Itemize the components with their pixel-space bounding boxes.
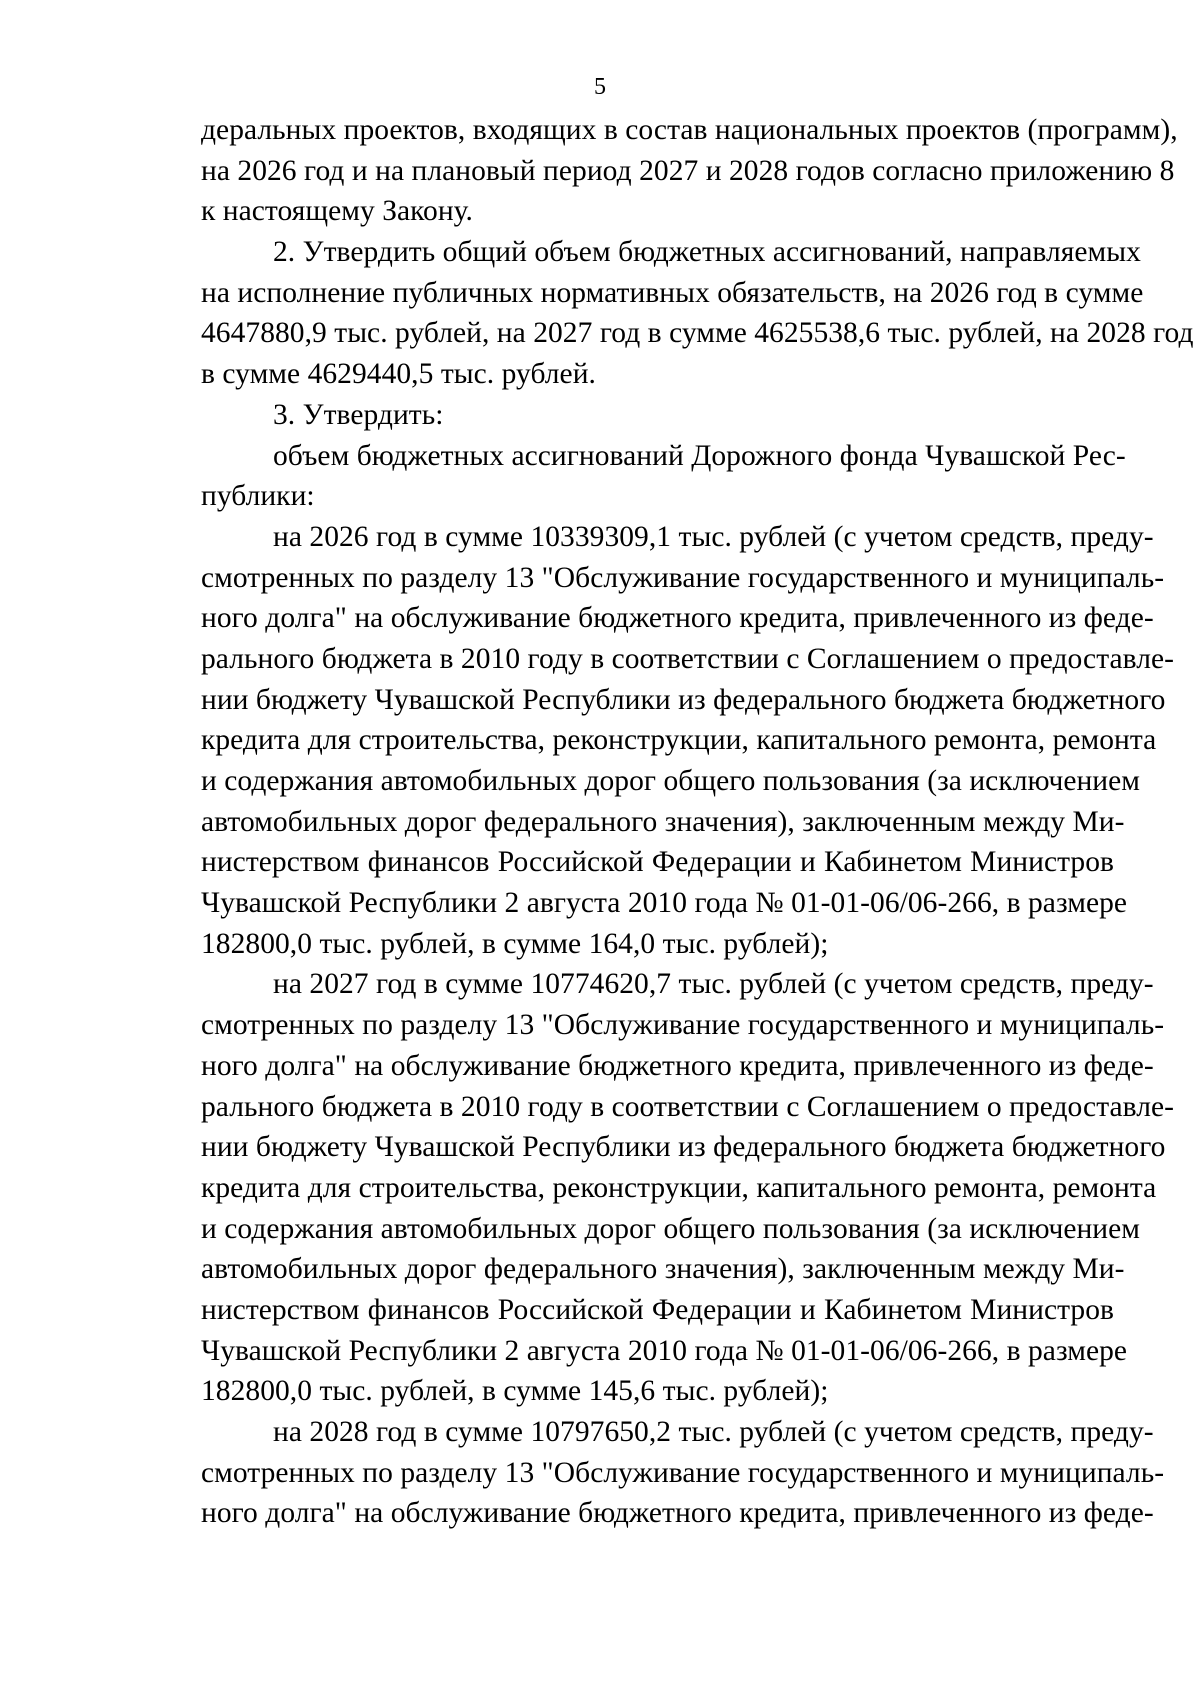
paragraph-p2: [201, 232, 1194, 395]
text-line: автомобильных дорог федерального значения), заключенным между Ми-: [201, 1253, 1125, 1286]
text-line: ного долга" на обслуживание бюджетного кредита, привлеченного из феде-: [201, 602, 1154, 635]
text-line: и содержания автомобильных дорог общего пользования (за исключением: [201, 765, 1141, 797]
text-line: 3. Утвердить:: [273, 398, 444, 431]
text-line: нии бюджету Чувашской Республики из федерального бюджета бюджетного: [201, 1131, 1166, 1164]
text-line: нистерством финансов Российской Федерации и Кабинетом Министров: [201, 846, 1114, 879]
text-line: и содержания автомобильных дорог общего пользования (за исключением: [201, 1212, 1141, 1245]
text-line: Чувашской Республики 2 августа 2010 года № 01-01-06/06-266, в размере: [201, 1334, 1128, 1367]
text-line: на 2027 год в сумме 10774620,7 тыс. рублей (с учетом средств, преду-: [273, 968, 1154, 1001]
text-line: объем бюджетных ассигнований Дорожного фонда Чувашской Рес-: [273, 439, 1126, 472]
text-line: в сумме 4629440,5 тыс. рублей.: [201, 358, 596, 391]
text-line: рального бюджета в 2010 году в соответствии с Соглашением о предоставле-: [201, 642, 1175, 675]
text-line: нии бюджету Чувашской Республики из федерального бюджета бюджетного: [201, 683, 1166, 716]
text-line: автомобильных дорог федерального значения), заключенным между Ми-: [201, 805, 1125, 838]
text-line: смотренных по разделу 13 "Обслуживание государственного и муниципаль-: [201, 561, 1165, 594]
text-line: деральных проектов, входящих в состав национальных проектов (программ),: [201, 114, 1178, 146]
paragraph-p1: [201, 110, 1178, 232]
document-body: [201, 110, 1194, 1534]
text-line: Чувашской Республики 2 августа 2010 года № 01-01-06/06-266, в размере: [201, 887, 1128, 920]
text-line: публики:: [201, 480, 315, 513]
text-line: рального бюджета в 2010 году в соответствии с Соглашением о предоставле-: [201, 1090, 1175, 1123]
text-line: 182800,0 тыс. рублей, в сумме 164,0 тыс. рублей);: [201, 927, 829, 960]
text-line: на 2026 год в сумме 10339309,1 тыс. рублей (с учетом средств, преду-: [273, 520, 1154, 553]
text-line: смотренных по разделу 13 "Обслуживание государственного и муниципаль-: [201, 1009, 1165, 1042]
paragraph-p3: [201, 395, 1114, 436]
text-line: 4647880,9 тыс. рублей, на 2027 год в сумме 4625538,6 тыс. рублей, на 2028 год: [201, 317, 1194, 350]
paragraph-p5: [201, 517, 1175, 965]
text-line: на 2028 год в сумме 10797650,2 тыс. рублей (с учетом средств, преду-: [273, 1416, 1154, 1448]
text-line: на 2026 год и на плановый период 2027 и 2028 годов согласно приложению 8: [201, 154, 1175, 187]
text-line: 2. Утвердить общий объем бюджетных ассигнований, направляемых: [273, 236, 1141, 269]
page-number: 5: [594, 74, 606, 100]
text-line: ного долга" на обслуживание бюджетного кредита, привлеченного из феде-: [201, 1049, 1154, 1082]
text-line: смотренных по разделу 13 "Обслуживание государственного и муниципаль-: [201, 1456, 1165, 1489]
text-line: на исполнение публичных нормативных обязательств, на 2026 год в сумме: [201, 276, 1144, 309]
text-line: к настоящему Закону.: [201, 195, 473, 228]
text-line: кредита для строительства, реконструкции, капитального ремонта, ремонта: [201, 724, 1157, 757]
paragraph-p4: [201, 436, 1126, 517]
text-line: ного долга" на обслуживание бюджетного кредита, привлеченного из феде-: [201, 1497, 1154, 1530]
text-line: кредита для строительства, реконструкции, капитального ремонта, ремонта: [201, 1171, 1157, 1204]
text-line: нистерством финансов Российской Федерации и Кабинетом Министров: [201, 1293, 1114, 1326]
paragraph-p7: [201, 1412, 1165, 1534]
paragraph-p6: [201, 964, 1175, 1412]
text-line: 182800,0 тыс. рублей, в сумме 145,6 тыс. рублей);: [201, 1375, 829, 1408]
